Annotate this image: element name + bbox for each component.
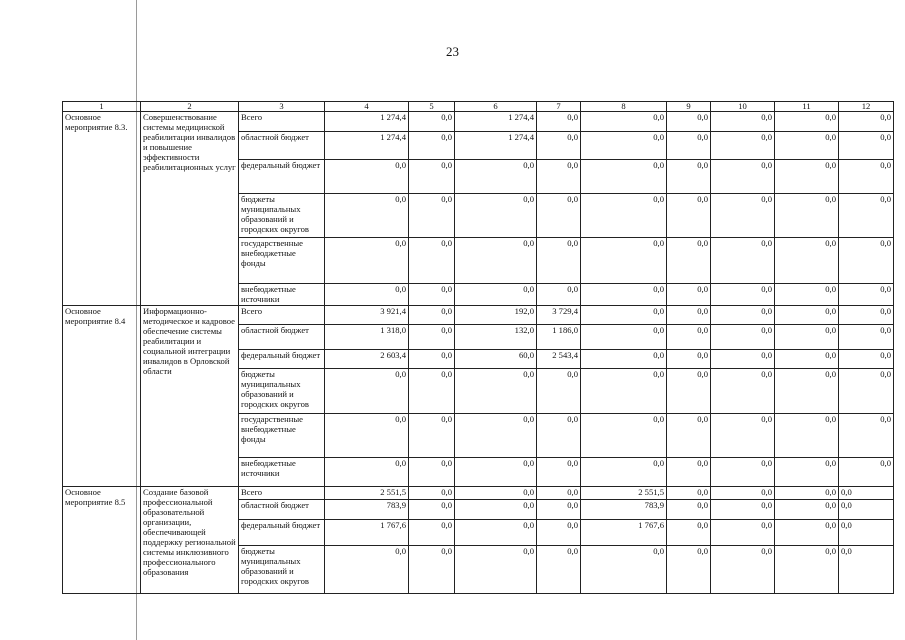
funding-source-cell: областной бюджет <box>239 325 325 350</box>
value-cell: 0,0 <box>667 350 711 369</box>
column-number-cell: 11 <box>775 102 839 112</box>
value-cell: 0,0 <box>581 350 667 369</box>
value-cell: 0,0 <box>667 325 711 350</box>
value-cell: 0,0 <box>455 414 537 458</box>
value-cell: 0,0 <box>711 458 775 487</box>
value-cell: 0,0 <box>775 132 839 160</box>
value-cell: 0,0 <box>775 520 839 546</box>
value-cell: 0,0 <box>409 160 455 194</box>
activity-title-cell: Информационно-методическое и кадровое обеспечение системы реабилитации и социальной интеграции инвалидов в Орловской области <box>141 306 239 487</box>
column-number-cell: 9 <box>667 102 711 112</box>
value-cell: 3 921,4 <box>325 306 409 325</box>
value-cell: 0,0 <box>775 306 839 325</box>
column-number-cell: 8 <box>581 102 667 112</box>
value-cell: 0,0 <box>409 284 455 306</box>
value-cell: 0,0 <box>537 487 581 500</box>
value-cell: 0,0 <box>409 520 455 546</box>
value-cell: 0,0 <box>711 414 775 458</box>
value-cell: 0,0 <box>537 500 581 520</box>
value-cell: 0,0 <box>711 160 775 194</box>
value-cell: 1 274,4 <box>455 132 537 160</box>
value-cell: 0,0 <box>537 546 581 594</box>
funding-source-cell: Всего <box>239 306 325 325</box>
value-cell: 0,0 <box>581 306 667 325</box>
value-cell: 0,0 <box>455 194 537 238</box>
value-cell: 0,0 <box>537 160 581 194</box>
value-cell: 0,0 <box>409 112 455 132</box>
value-cell: 0,0 <box>711 306 775 325</box>
value-cell: 0,0 <box>667 132 711 160</box>
value-cell: 0,0 <box>711 546 775 594</box>
value-cell: 0,0 <box>839 160 894 194</box>
value-cell: 0,0 <box>775 238 839 284</box>
value-cell: 0,0 <box>667 500 711 520</box>
value-cell: 0,0 <box>775 112 839 132</box>
funding-source-cell: внебюджетные источники <box>239 458 325 487</box>
value-cell: 0,0 <box>455 520 537 546</box>
value-cell: 0,0 <box>667 238 711 284</box>
value-cell: 0,0 <box>775 350 839 369</box>
value-cell: 0,0 <box>839 458 894 487</box>
value-cell: 0,0 <box>325 458 409 487</box>
value-cell: 0,0 <box>409 487 455 500</box>
value-cell: 0,0 <box>325 414 409 458</box>
value-cell: 0,0 <box>537 458 581 487</box>
value-cell: 0,0 <box>455 369 537 414</box>
column-number-cell: 10 <box>711 102 775 112</box>
value-cell: 0,0 <box>455 238 537 284</box>
value-cell: 0,0 <box>667 414 711 458</box>
value-cell: 60,0 <box>455 350 537 369</box>
column-number-cell: 1 <box>63 102 141 112</box>
value-cell: 0,0 <box>455 284 537 306</box>
value-cell: 0,0 <box>581 369 667 414</box>
value-cell: 1 186,0 <box>537 325 581 350</box>
value-cell: 0,0 <box>455 500 537 520</box>
table-row <box>63 487 894 500</box>
value-cell: 1 767,6 <box>325 520 409 546</box>
value-cell: 0,0 <box>455 160 537 194</box>
value-cell: 0,0 <box>839 306 894 325</box>
budget-table <box>62 101 894 594</box>
value-cell: 0,0 <box>775 369 839 414</box>
value-cell: 0,0 <box>455 546 537 594</box>
value-cell: 0,0 <box>839 238 894 284</box>
funding-source-cell: федеральный бюджет <box>239 350 325 369</box>
value-cell: 1 274,4 <box>455 112 537 132</box>
value-cell: 0,0 <box>537 284 581 306</box>
value-cell: 0,0 <box>839 500 894 520</box>
value-cell: 0,0 <box>711 369 775 414</box>
value-cell: 1 318,0 <box>325 325 409 350</box>
value-cell: 0,0 <box>409 238 455 284</box>
value-cell: 0,0 <box>455 458 537 487</box>
value-cell: 0,0 <box>581 112 667 132</box>
value-cell: 0,0 <box>581 414 667 458</box>
column-number-cell: 12 <box>839 102 894 112</box>
value-cell: 0,0 <box>839 325 894 350</box>
value-cell: 132,0 <box>455 325 537 350</box>
value-cell: 0,0 <box>455 487 537 500</box>
page-number: 23 <box>446 44 459 59</box>
value-cell: 0,0 <box>409 350 455 369</box>
table-row <box>63 112 894 132</box>
table-row <box>63 306 894 325</box>
value-cell: 0,0 <box>409 325 455 350</box>
value-cell: 1 274,4 <box>325 112 409 132</box>
value-cell: 0,0 <box>581 160 667 194</box>
value-cell: 0,0 <box>537 132 581 160</box>
value-cell: 0,0 <box>581 132 667 160</box>
value-cell: 0,0 <box>711 325 775 350</box>
funding-source-cell: областной бюджет <box>239 132 325 160</box>
funding-source-cell: Всего <box>239 487 325 500</box>
value-cell: 0,0 <box>839 112 894 132</box>
value-cell: 0,0 <box>667 458 711 487</box>
value-cell: 0,0 <box>409 132 455 160</box>
value-cell: 0,0 <box>325 194 409 238</box>
value-cell: 0,0 <box>409 546 455 594</box>
value-cell: 0,0 <box>325 546 409 594</box>
value-cell: 0,0 <box>581 546 667 594</box>
value-cell: 0,0 <box>711 238 775 284</box>
value-cell: 0,0 <box>409 458 455 487</box>
value-cell: 0,0 <box>409 369 455 414</box>
value-cell: 0,0 <box>775 458 839 487</box>
value-cell: 0,0 <box>537 112 581 132</box>
value-cell: 783,9 <box>325 500 409 520</box>
funding-source-cell: государственные внебюджетные фонды <box>239 414 325 458</box>
value-cell: 2 551,5 <box>581 487 667 500</box>
activity-title-cell: Совершенствование системы медицинской реабилитации инвалидов и повышение эффективности реабилитационных услуг <box>141 112 239 306</box>
column-number-cell: 5 <box>409 102 455 112</box>
value-cell: 0,0 <box>839 284 894 306</box>
value-cell: 0,0 <box>711 520 775 546</box>
value-cell: 0,0 <box>839 546 894 594</box>
value-cell: 0,0 <box>711 112 775 132</box>
value-cell: 0,0 <box>839 520 894 546</box>
value-cell: 192,0 <box>455 306 537 325</box>
value-cell: 0,0 <box>667 520 711 546</box>
column-number-cell: 4 <box>325 102 409 112</box>
activity-name-cell: Основное мероприятие 8.3. <box>63 112 141 306</box>
funding-source-cell: бюджеты муниципальных образований и городских округов <box>239 194 325 238</box>
value-cell: 0,0 <box>581 458 667 487</box>
value-cell: 0,0 <box>667 306 711 325</box>
value-cell: 0,0 <box>667 112 711 132</box>
value-cell: 0,0 <box>581 194 667 238</box>
value-cell: 0,0 <box>537 238 581 284</box>
value-cell: 0,0 <box>775 160 839 194</box>
value-cell: 0,0 <box>581 238 667 284</box>
value-cell: 0,0 <box>711 194 775 238</box>
value-cell: 0,0 <box>711 132 775 160</box>
column-number-cell: 2 <box>141 102 239 112</box>
value-cell: 0,0 <box>711 487 775 500</box>
value-cell: 0,0 <box>839 132 894 160</box>
value-cell: 0,0 <box>409 194 455 238</box>
value-cell: 0,0 <box>537 369 581 414</box>
value-cell: 0,0 <box>409 414 455 458</box>
value-cell: 0,0 <box>839 194 894 238</box>
value-cell: 0,0 <box>775 487 839 500</box>
funding-source-cell: государственные внебюджетные фонды <box>239 238 325 284</box>
value-cell: 1 767,6 <box>581 520 667 546</box>
value-cell: 0,0 <box>839 414 894 458</box>
value-cell: 0,0 <box>839 369 894 414</box>
funding-source-cell: бюджеты муниципальных образований и городских округов <box>239 546 325 594</box>
value-cell: 0,0 <box>537 520 581 546</box>
value-cell: 0,0 <box>581 284 667 306</box>
value-cell: 0,0 <box>711 500 775 520</box>
funding-source-cell: бюджеты муниципальных образований и городских округов <box>239 369 325 414</box>
funding-source-cell: федеральный бюджет <box>239 520 325 546</box>
value-cell: 0,0 <box>667 160 711 194</box>
value-cell: 3 729,4 <box>537 306 581 325</box>
value-cell: 2 551,5 <box>325 487 409 500</box>
value-cell: 0,0 <box>667 284 711 306</box>
value-cell: 0,0 <box>775 546 839 594</box>
value-cell: 2 543,4 <box>537 350 581 369</box>
funding-source-cell: Всего <box>239 112 325 132</box>
value-cell: 0,0 <box>711 350 775 369</box>
value-cell: 0,0 <box>325 369 409 414</box>
value-cell: 0,0 <box>537 194 581 238</box>
value-cell: 0,0 <box>325 284 409 306</box>
value-cell: 0,0 <box>775 414 839 458</box>
value-cell: 0,0 <box>667 487 711 500</box>
funding-source-cell: федеральный бюджет <box>239 160 325 194</box>
value-cell: 0,0 <box>537 414 581 458</box>
value-cell: 2 603,4 <box>325 350 409 369</box>
value-cell: 0,0 <box>325 238 409 284</box>
column-number-cell: 7 <box>537 102 581 112</box>
value-cell: 0,0 <box>667 194 711 238</box>
activity-name-cell: Основное мероприятие 8.5 <box>63 487 141 594</box>
funding-source-cell: областной бюджет <box>239 500 325 520</box>
budget-table-body <box>63 102 894 594</box>
header-row <box>63 102 894 112</box>
value-cell: 0,0 <box>775 194 839 238</box>
value-cell: 0,0 <box>839 350 894 369</box>
value-cell: 0,0 <box>581 325 667 350</box>
column-number-cell: 3 <box>239 102 325 112</box>
column-number-cell: 6 <box>455 102 537 112</box>
value-cell: 0,0 <box>667 369 711 414</box>
value-cell: 0,0 <box>711 284 775 306</box>
value-cell: 783,9 <box>581 500 667 520</box>
value-cell: 0,0 <box>409 306 455 325</box>
activity-title-cell: Создание базовой профессиональной образовательной организации, обеспечивающей поддержку региональной системы инклюзивного профессионального образования <box>141 487 239 594</box>
value-cell: 0,0 <box>775 325 839 350</box>
value-cell: 0,0 <box>667 546 711 594</box>
funding-source-cell: внебюджетные источники <box>239 284 325 306</box>
value-cell: 0,0 <box>839 487 894 500</box>
value-cell: 1 274,4 <box>325 132 409 160</box>
value-cell: 0,0 <box>409 500 455 520</box>
value-cell: 0,0 <box>325 160 409 194</box>
value-cell: 0,0 <box>775 284 839 306</box>
activity-name-cell: Основное мероприятие 8.4 <box>63 306 141 487</box>
value-cell: 0,0 <box>775 500 839 520</box>
